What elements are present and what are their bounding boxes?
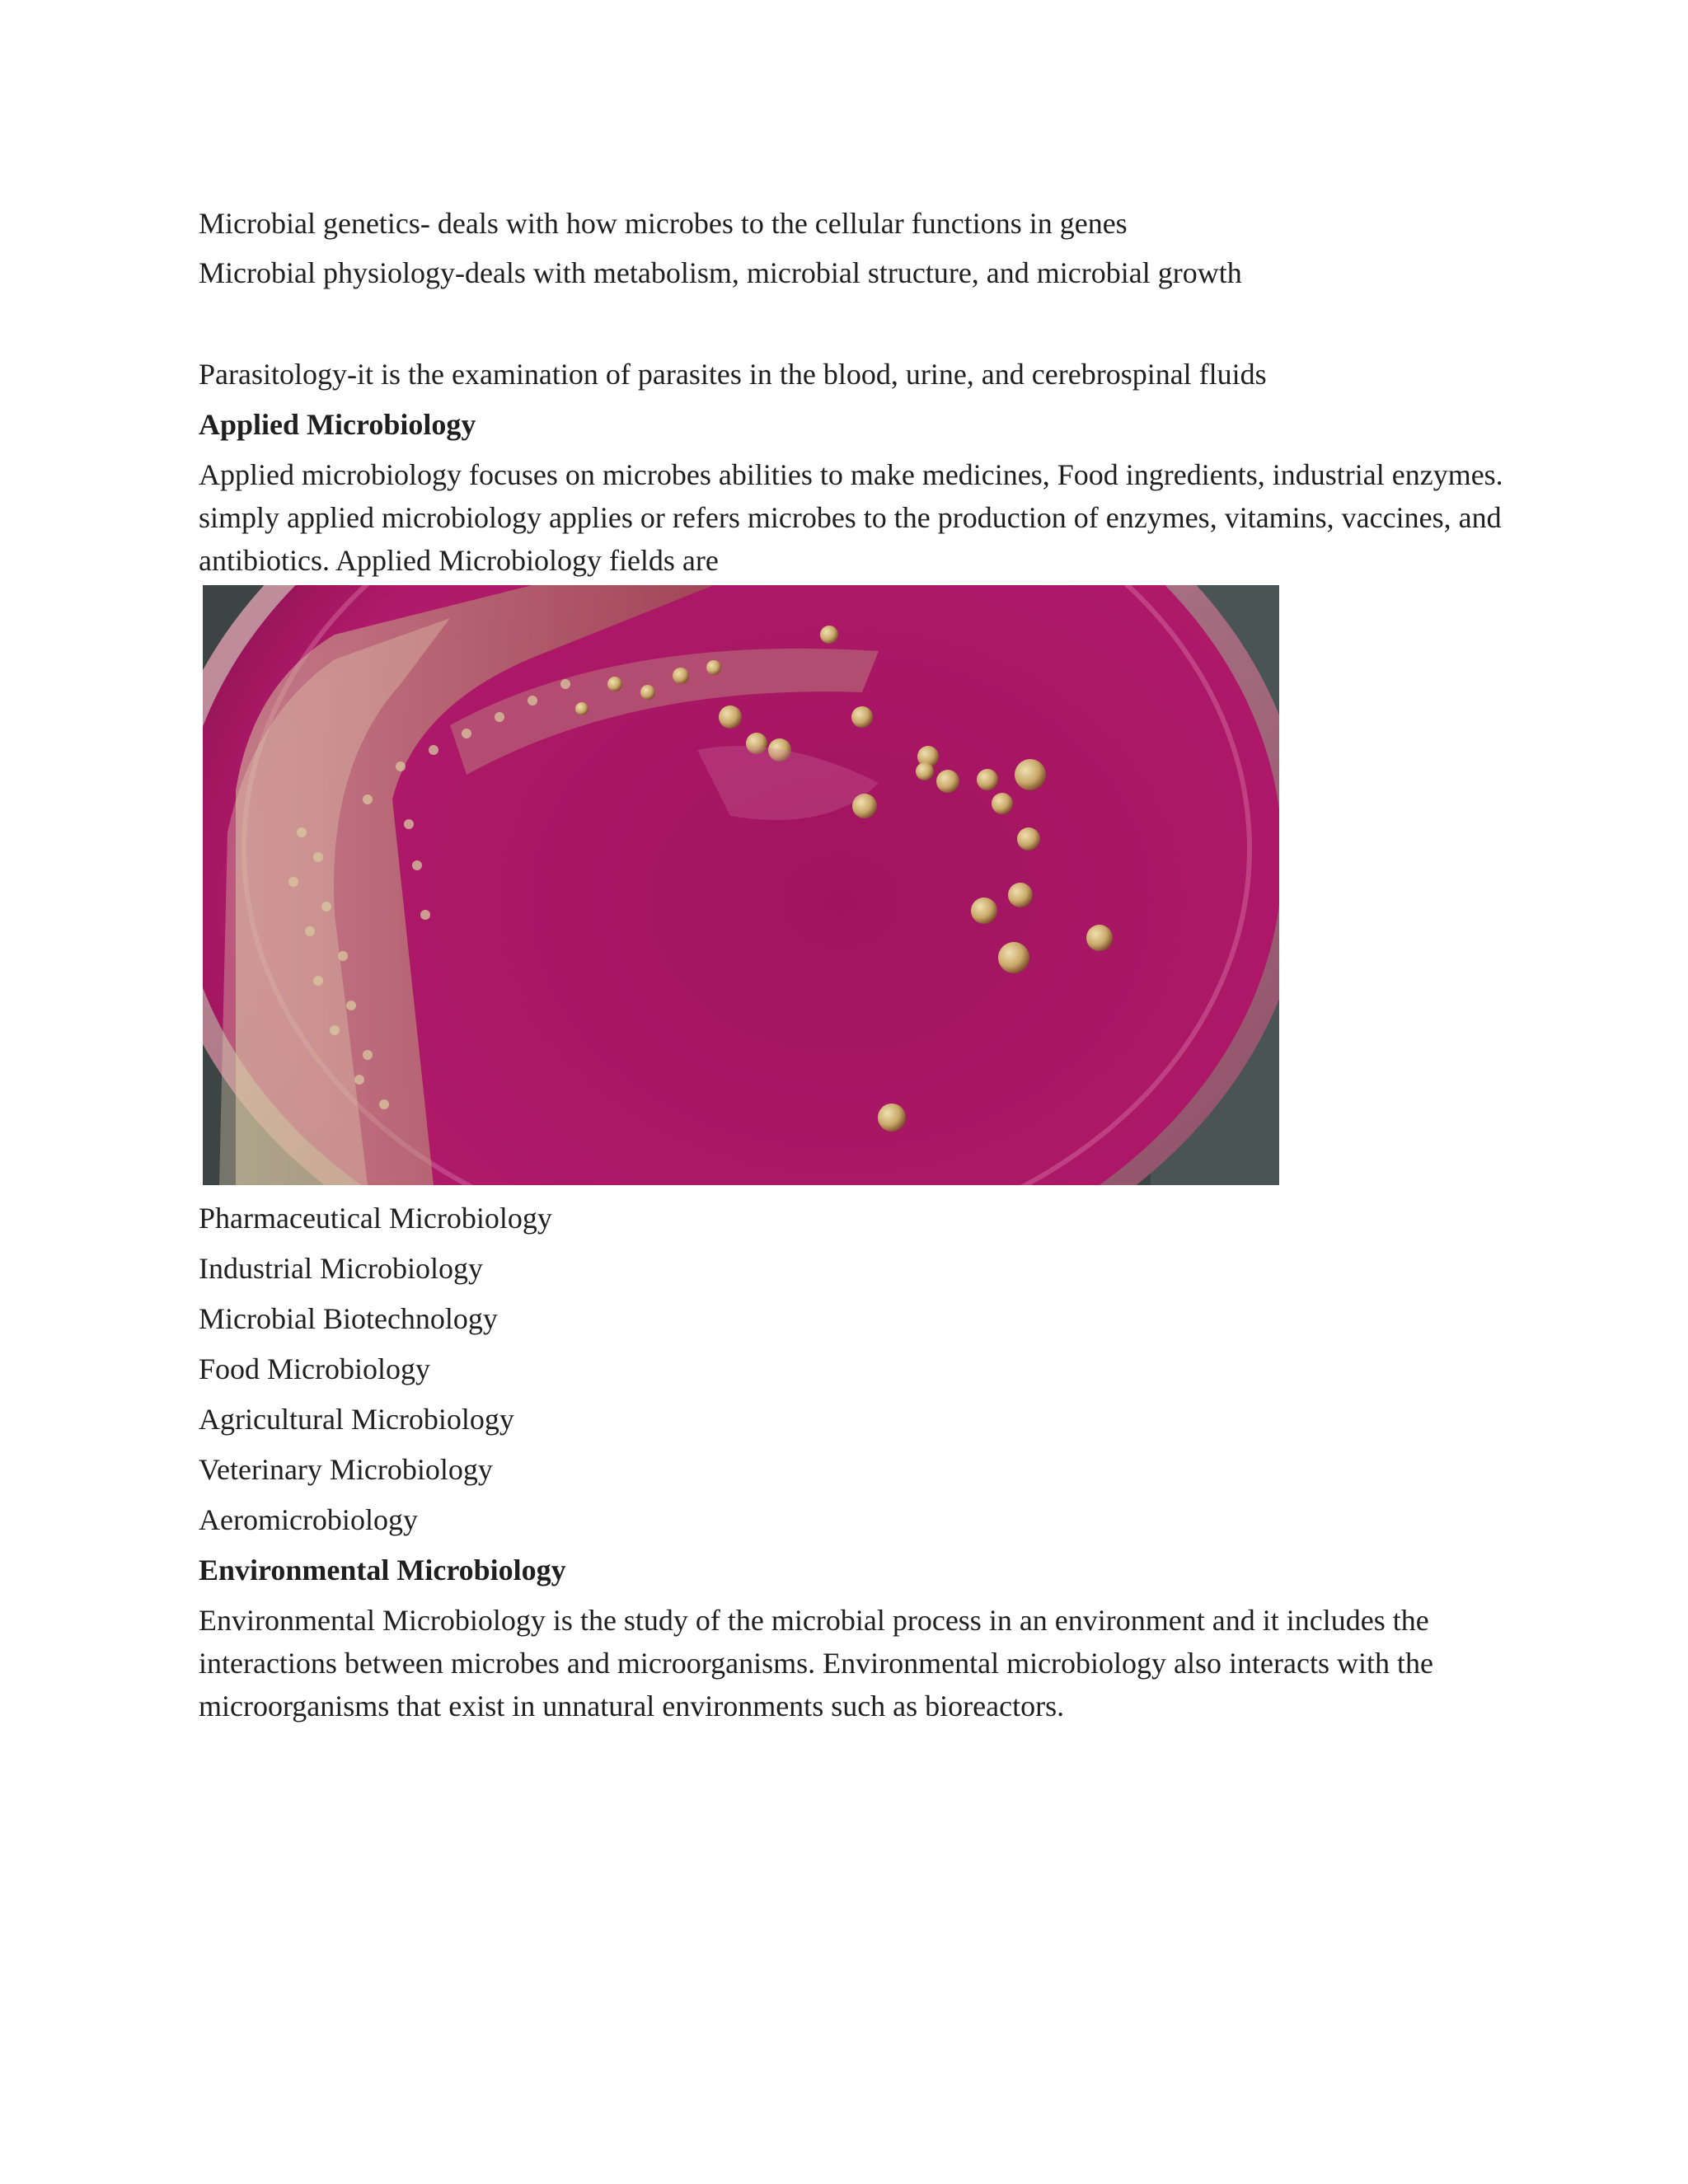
- applied-heading: Applied Microbiology: [199, 408, 476, 441]
- field-item: Pharmaceutical Microbiology: [199, 1202, 552, 1235]
- field-item: Aeromicrobiology: [199, 1503, 418, 1536]
- environmental-heading: Environmental Microbiology: [199, 1554, 566, 1586]
- environmental-paragraph: Environmental Microbiology is the study of the microbial process in an environment and it includes the interactions between microbes and microorganisms. Environmental microbiology also interacts with the microorganisms that exist in unnatural environments such as bioreactors.: [199, 1604, 1433, 1722]
- genetics-line: Microbial genetics- deals with how microbes to the cellular functions in genes: [199, 207, 1128, 240]
- applied-paragraph: Applied microbiology focuses on microbes abilities to make medicines, Food ingredients, industrial enzymes. simply applied microbiology applies or refers microbes to the production of enzymes, vitamins, vaccines, and antibiotics. Applied Microbiology fields are: [199, 458, 1503, 577]
- field-item: Industrial Microbiology: [199, 1252, 483, 1285]
- field-item: Veterinary Microbiology: [199, 1453, 493, 1486]
- field-item: Food Microbiology: [199, 1352, 431, 1385]
- field-item: Microbial Biotechnology: [199, 1302, 498, 1335]
- parasitology-line: Parasitology-it is the examination of parasites in the blood, urine, and cerebrospinal fluids: [199, 358, 1267, 391]
- petri-dish-photo: [203, 585, 1279, 1185]
- physiology-line: Microbial physiology-deals with metabolism, microbial structure, and microbial growth: [199, 256, 1242, 289]
- field-item: Agricultural Microbiology: [199, 1403, 514, 1436]
